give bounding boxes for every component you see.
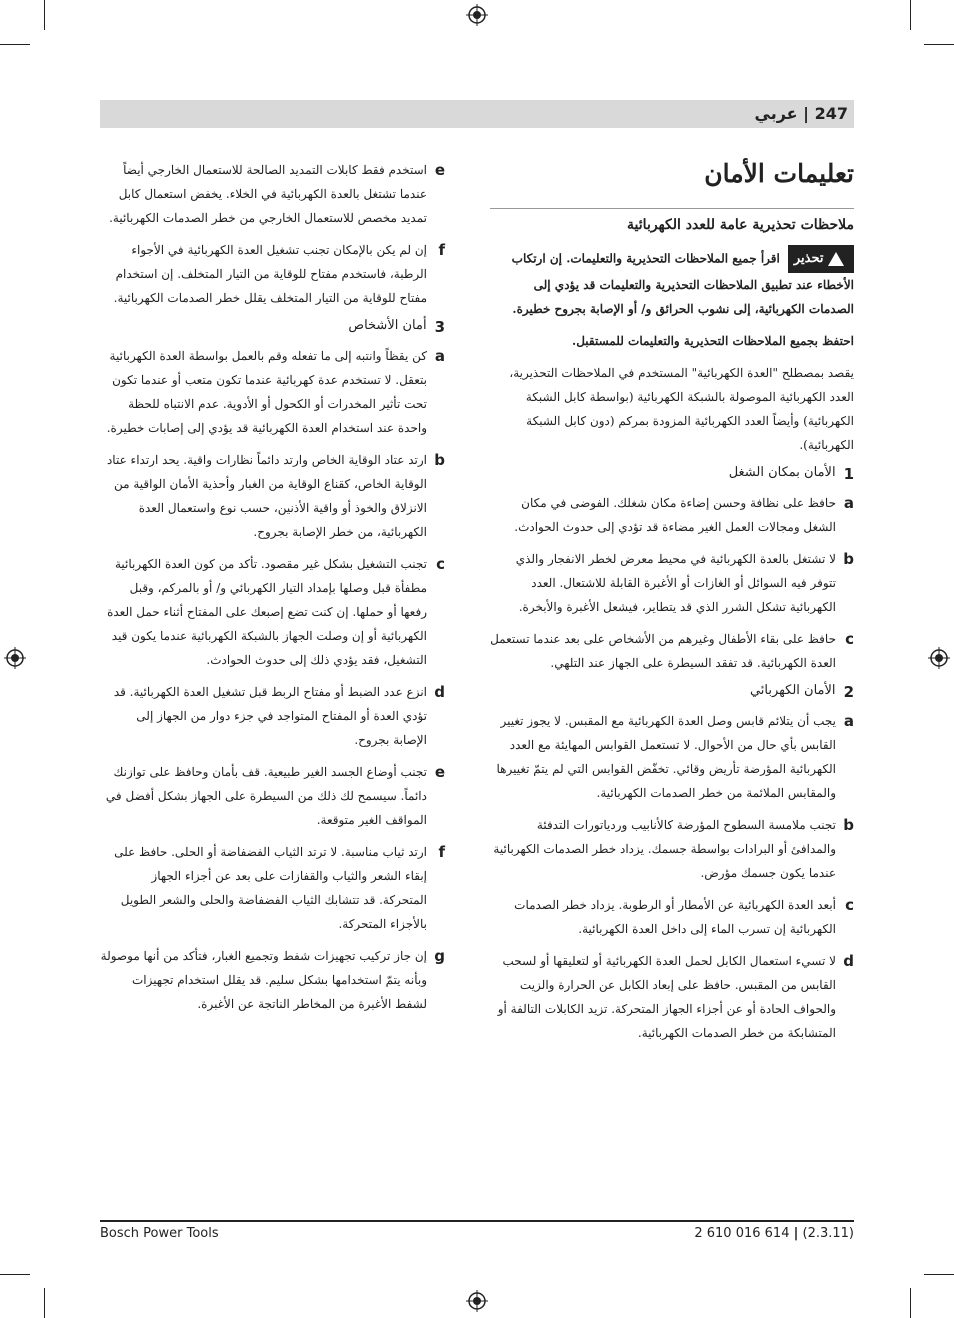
section-heading: 1 الأمان بمكان الشغل — [728, 465, 854, 483]
registration-mark-icon — [466, 1290, 488, 1312]
list-item: a حافظ على نظافة وحسن إضاءة مكان شغلك. الفوضى في مكان الشغل ومجالات العمل الغير مضاءة قد تؤدي إلى حدوث الحوادث. — [514, 494, 854, 534]
list-item: a يجب أن يتلائم قابس وصل العدة الكهربائية مع المقبس. لا يجوز تغيير القابس بأي حال من الأحوال. لا تستعمل القوابس المهايئة مع العدد الكهربائية المؤرضة تأريض وقائي. تخفّض القوابس التي لم يتمّ تغييرها والمقابس الملائمة من خطر الصدمات الكهربائية. — [496, 712, 854, 800]
list-item: e استخدم فقط كابلات التمديد الصالحة للاستعمال الخارجي أيضاً عندما تشتغل بالعدة الكهربائية في الخلاء. يخفض استعمال كابل تمديد مخصص للاستعمال الخارجي من خطر الصدمات الكهربائية. — [109, 161, 445, 225]
crop-mark — [44, 0, 45, 30]
crop-mark — [924, 44, 954, 45]
warning-text: اقرأ جميع الملاحظات التحذيرية والتعليمات. إن ارتكاب الأخطاء عند تطبيق الملاحظات التحذيرية والتعليمات قد يؤدي إلى الصدمات الكهربائية، إلى نشوب الحرائق و/ أو الإصابة بجروح خطيرة. — [511, 251, 854, 316]
list-item: c أبعد العدة الكهربائية عن الأمطار أو الرطوبة. يزداد خطر الصدمات الكهربائية إن تسرب الماء إلى داخل العدة الكهربائية. — [514, 896, 854, 936]
footer-divider — [100, 1220, 854, 1222]
list-item: b تجنب ملامسة السطوح المؤرضة كالأنابيب وردياتورات التدفئة والمدافئ أو البرادات بواسطة جسمك. يزداد خطر الصدمات الكهربائية عندما يكون جسمك مؤرض. — [493, 816, 854, 880]
section-heading: 3 أمان الأشخاص — [348, 318, 445, 336]
page-header — [100, 100, 854, 128]
list-item: c حافظ على بقاء الأطفال وغيرهم من الأشخاص على بعد عندما تستعمل العدة الكهربائية. قد تفقد السيطرة على الجهاز عند التلهي. — [490, 630, 854, 670]
divider — [490, 208, 854, 209]
crop-mark — [44, 1288, 45, 1318]
crop-mark — [910, 0, 911, 30]
section-heading: 2 الأمان الكهربائي — [749, 683, 854, 701]
crop-mark — [924, 1274, 954, 1275]
list-item: g إن جاز تركيب تجهيزات شفط وتجميع الغبار، فتأكد من أنها موصولة وبأنه يتمّ استخدامها بشكل سليم. قد يقلل استخدام تجهيزات لشفط الأغبرة من المخاطر الناتجة عن الأغبرة. — [100, 947, 445, 1011]
footer-code: 2 610 016 614 | (2.3.11) — [694, 1226, 854, 1241]
registration-mark-icon — [466, 4, 488, 26]
left-column — [100, 158, 445, 1024]
language-label: عربي — [754, 104, 798, 123]
list-item: e تجنب أوضاع الجسد الغير طبيعية. قف بأمان وحافظ على توازنك دائماً. سيسمح لك ذلك من السيطرة على الجهاز بشكل أفضل في المواقف الغير متوقعة. — [105, 763, 445, 827]
list-item: d لا تسيء استعمال الكابل لحمل العدة الكهربائية أو لتعليقها أو لسحب القابس من المقبس. حافظ على إبعاد الكابل عن الحرارة والزيت والحواف الحادة أو عن أجزاء الجهاز المتحركة. تزيد الكابلات التالفة أو المتشابكة من خطر الصدمات الكهربائية. — [497, 952, 854, 1040]
warning-paragraph — [490, 245, 854, 321]
list-item: f ارتد ثياب مناسبة. لا ترتد الثياب الفضفاضة أو الحلى. حافظ على إبقاء الشعر والثياب والقفازات على بعد عن أجزاء الجهاز المتحركة. قد تتشابك الثياب الفضفاضة والحلى والشعر الطويل بالأجزاء المتحركة. — [114, 843, 445, 931]
section-subtitle: ملاحظات تحذيرية عامة للعدد الكهربائية — [627, 217, 854, 233]
list-item: c تجنب التشغيل بشكل غير مقصود. تأكد من كون العدة الكهربائية مطفأة قبل وصلها بإمداد التيار الكهربائي و/ أو بالمركم، وقبل رفعها أو حملها. إن كنت تضع إصبعك على المفتاح أثناء حمل العدة الكهربائية أو إن وصلت الجهاز بالشبكة الكهربائية عندما يكون قيد التشغيل، فقد يؤدي ذلك إلى حدوث الحوادث. — [107, 555, 445, 667]
warning-triangle-icon — [828, 252, 844, 266]
list-item: b لا تشتغل بالعدة الكهربائية في محيط معرض لخطر الانفجار والذي تتوفر فيه السوائل أو الغازات أو الأغبرة القابلة للاشتعال. العدد الكهربائية تشكل الشرر الذي قد يتطاير، فيشعل الأغبرة والأبخرة. — [515, 550, 854, 614]
crop-mark — [910, 1288, 911, 1318]
footer-brand: Bosch Power Tools — [100, 1226, 219, 1241]
list-item: d انزع عدد الضبط أو مفتاح الربط قبل تشغيل العدة الكهربائية. قد تؤدي العدة أو المفتاح المتواجد في جزء دوار من الجهاز إلى الإصابة بجروح. — [113, 683, 445, 747]
registration-mark-icon — [928, 647, 950, 669]
list-item: b ارتد عتاد الوقاية الخاص وارتد دائماً نظارات واقية. يحد ارتداء عتاد الوقاية الخاص، كقناع الوقاية من الغبار وأحذية الأمان الواقية من الانزلاق والخوذ أو واقية الأذنين، حسب نوع واستعمال العدة الكهربائية، من خطر الإصابة بجروح. — [106, 451, 445, 539]
crop-mark — [0, 1274, 30, 1275]
page-number: 247 — [814, 104, 848, 123]
page-title: تعليمات الأمان — [704, 159, 854, 188]
list-item: f إن لم يكن بالإمكان تجنب تشغيل العدة الكهربائية في الأجواء الرطبة، فاستخدم مفتاح للوقاية من التيار المتخلف. إن استخدام مفتاح للوقاية من التيار المتخلف يقلل خطر الصدمات الكهربائية. — [113, 241, 445, 305]
list-item: a كن يقظاً وانتبه إلى ما تفعله وقم بالعمل بواسطة العدة الكهربائية بتعقل. لا تستخدم عدة كهربائية عندما تكون متعب أو عندما تكون تحت تأثير المخدرات أو الكحول أو الأدوية. عدم الانتباه للحظة واحدة عند استخدام العدة الكهربائية قد يؤدي إلى إصابات خطيرة. — [106, 347, 445, 435]
registration-mark-icon — [4, 647, 26, 669]
warning-badge: تحذير — [788, 245, 854, 273]
keep-instructions: احتفظ بجميع الملاحظات التحذيرية والتعليمات للمستقبل. — [572, 334, 854, 348]
page-header-label: 247 | عربي — [754, 104, 848, 123]
definition-paragraph: يقصد بمصطلح "العدة الكهربائية" المستخدم في الملاحظات التحذيرية، العدد الكهربائية الموصولة بالشبكة الكهربائية (بواسطة كابل الشبكة الكهربائية) وأيضاً العدد الكهربائية المزودة بمركم (دون كابل الشبكة الكهربائية). — [509, 366, 854, 452]
right-column — [490, 158, 854, 1053]
crop-mark — [0, 44, 30, 45]
